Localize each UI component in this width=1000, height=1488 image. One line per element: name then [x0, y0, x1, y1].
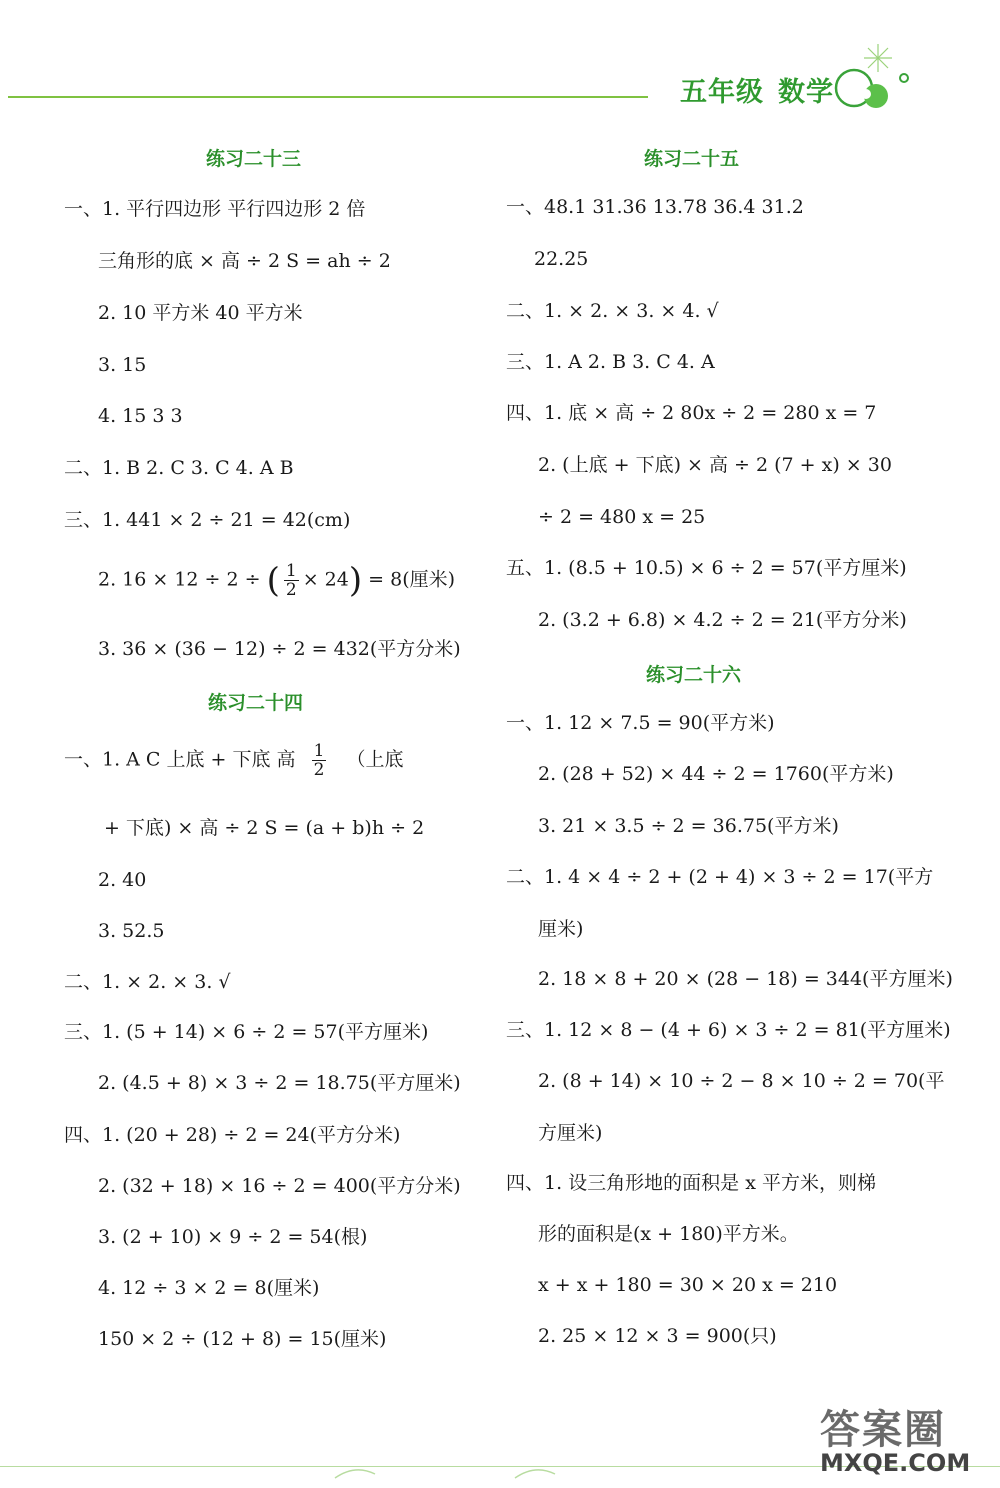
answer-line: 方厘米) — [538, 1122, 603, 1144]
answer-line-fraction — [98, 562, 455, 599]
expr-part: = 8(厘米) — [368, 568, 456, 591]
fraction — [284, 562, 299, 599]
answer-line: 一、48.1 31.36 13.78 36.4 31.2 — [506, 196, 804, 218]
answer-line: 五、1. (8.5 + 10.5) × 6 ÷ 2 = 57(平方厘米) — [506, 557, 907, 579]
expr-part: 一、1. A C 上底 + 下底 高 — [64, 748, 296, 771]
answer-line: 3. 21 × 3.5 ÷ 2 = 36.75(平方米) — [538, 815, 839, 837]
answer-line: 150 × 2 ÷ (12 + 8) = 15(厘米) — [98, 1328, 387, 1350]
watermark-top-text: 答案圈 — [820, 1407, 946, 1453]
answer-line: 四、1. 底 × 高 ÷ 2 80x ÷ 2 = 280 x = 7 — [506, 402, 877, 424]
answer-line: 22.25 — [534, 248, 589, 270]
answer-line: 四、1. (20 + 28) ÷ 2 = 24(平方分米) — [64, 1124, 401, 1146]
answer-line: 三、1. (5 + 14) × 6 ÷ 2 = 57(平方厘米) — [64, 1021, 429, 1043]
section-title-24: 练习二十四 — [208, 692, 304, 714]
answer-line: 厘米) — [538, 918, 584, 940]
answer-line: 2. 10 平方米 40 平方米 — [98, 302, 303, 324]
answer-line: 二、1. × 2. × 3. √ — [64, 971, 231, 993]
answer-line-fraction — [64, 742, 403, 779]
section-title-23: 练习二十三 — [206, 148, 302, 170]
expr-part: × 24 — [302, 568, 349, 591]
answer-line: 2. 25 × 12 × 3 = 900(只) — [538, 1325, 777, 1347]
answer-line: 4. 12 ÷ 3 × 2 = 8(厘米) — [98, 1277, 320, 1299]
watermark-logo — [820, 1398, 990, 1484]
expr-part: （上底 — [346, 748, 404, 771]
answer-line: 3. 36 × (36 − 12) ÷ 2 = 432(平方分米) — [98, 638, 461, 660]
section-title-26: 练习二十六 — [646, 664, 742, 686]
answer-line: + 下底) × 高 ÷ 2 S = (a + b)h ÷ 2 — [104, 817, 425, 839]
answer-line: 2. (8 + 14) × 10 ÷ 2 − 8 × 10 ÷ 2 = 70(平 — [538, 1070, 945, 1092]
grade-label: 五年级 — [680, 77, 764, 108]
watermark-bottom-text: MXQE.COM — [820, 1449, 971, 1477]
answer-line: 形的面积是(x + 180)平方米。 — [538, 1223, 799, 1245]
bubbles-decoration-icon — [830, 36, 920, 116]
fraction-numerator: 1 — [285, 561, 297, 581]
answer-line: 2. 18 × 8 + 20 × (28 − 18) = 344(平方厘米) — [538, 968, 953, 990]
paren-open: ( — [266, 560, 280, 601]
answer-line: 二、1. B 2. C 3. C 4. A B — [64, 457, 294, 479]
answer-line: 一、1. 平行四边形 平行四边形 2 倍 — [64, 198, 366, 220]
answer-line: 二、1. × 2. × 3. × 4. √ — [506, 300, 719, 322]
answer-line: 一、1. 12 × 7.5 = 90(平方米) — [506, 712, 775, 734]
answer-line: 四、1. 设三角形地的面积是 x 平方米，则梯 — [506, 1172, 876, 1194]
answer-line: ÷ 2 = 480 x = 25 — [538, 506, 706, 528]
fraction-denominator: 2 — [313, 760, 325, 780]
answer-line: 4. 15 3 3 — [98, 405, 183, 427]
answer-line: 三、1. A 2. B 3. C 4. A — [506, 351, 715, 373]
header-title — [680, 70, 834, 109]
paren-close: ) — [348, 560, 363, 601]
answer-line: 2. (28 + 52) × 44 ÷ 2 = 1760(平方米) — [538, 763, 894, 785]
answer-line: 2. (4.5 + 8) × 3 ÷ 2 = 18.75(平方厘米) — [98, 1072, 461, 1094]
answer-line: 3. 52.5 — [98, 920, 165, 942]
header-rule — [8, 96, 648, 98]
footer-swirl-decoration-icon — [330, 1460, 570, 1484]
answer-line: 三、1. 441 × 2 ÷ 21 = 42(cm) — [64, 509, 351, 531]
answer-line: 三角形的底 × 高 ÷ 2 S = ah ÷ 2 — [98, 250, 391, 272]
answer-line: x + x + 180 = 30 × 20 x = 210 — [538, 1274, 838, 1296]
answer-line: 2. (32 + 18) × 16 ÷ 2 = 400(平方分米) — [98, 1175, 461, 1197]
subject-label: 数学 — [778, 77, 834, 108]
answer-line: 3. 15 — [98, 354, 147, 376]
answer-line: 三、1. 12 × 8 − (4 + 6) × 3 ÷ 2 = 81(平方厘米) — [506, 1019, 951, 1041]
fraction-numerator: 1 — [313, 741, 325, 761]
fraction — [312, 742, 327, 779]
section-title-25: 练习二十五 — [644, 148, 740, 170]
answer-line: 3. (2 + 10) × 9 ÷ 2 = 54(根) — [98, 1226, 368, 1248]
answer-line: 2. (3.2 + 6.8) × 4.2 ÷ 2 = 21(平方分米) — [538, 609, 907, 631]
answer-line: 2. (上底 + 下底) × 高 ÷ 2 (7 + x) × 30 — [538, 454, 892, 476]
expr-part: 2. 16 × 12 ÷ 2 ÷ — [98, 568, 261, 591]
fraction-denominator: 2 — [285, 580, 297, 600]
answer-line: 二、1. 4 × 4 ÷ 2 + (2 + 4) × 3 ÷ 2 = 17(平方 — [506, 866, 934, 888]
answer-line: 2. 40 — [98, 869, 147, 891]
